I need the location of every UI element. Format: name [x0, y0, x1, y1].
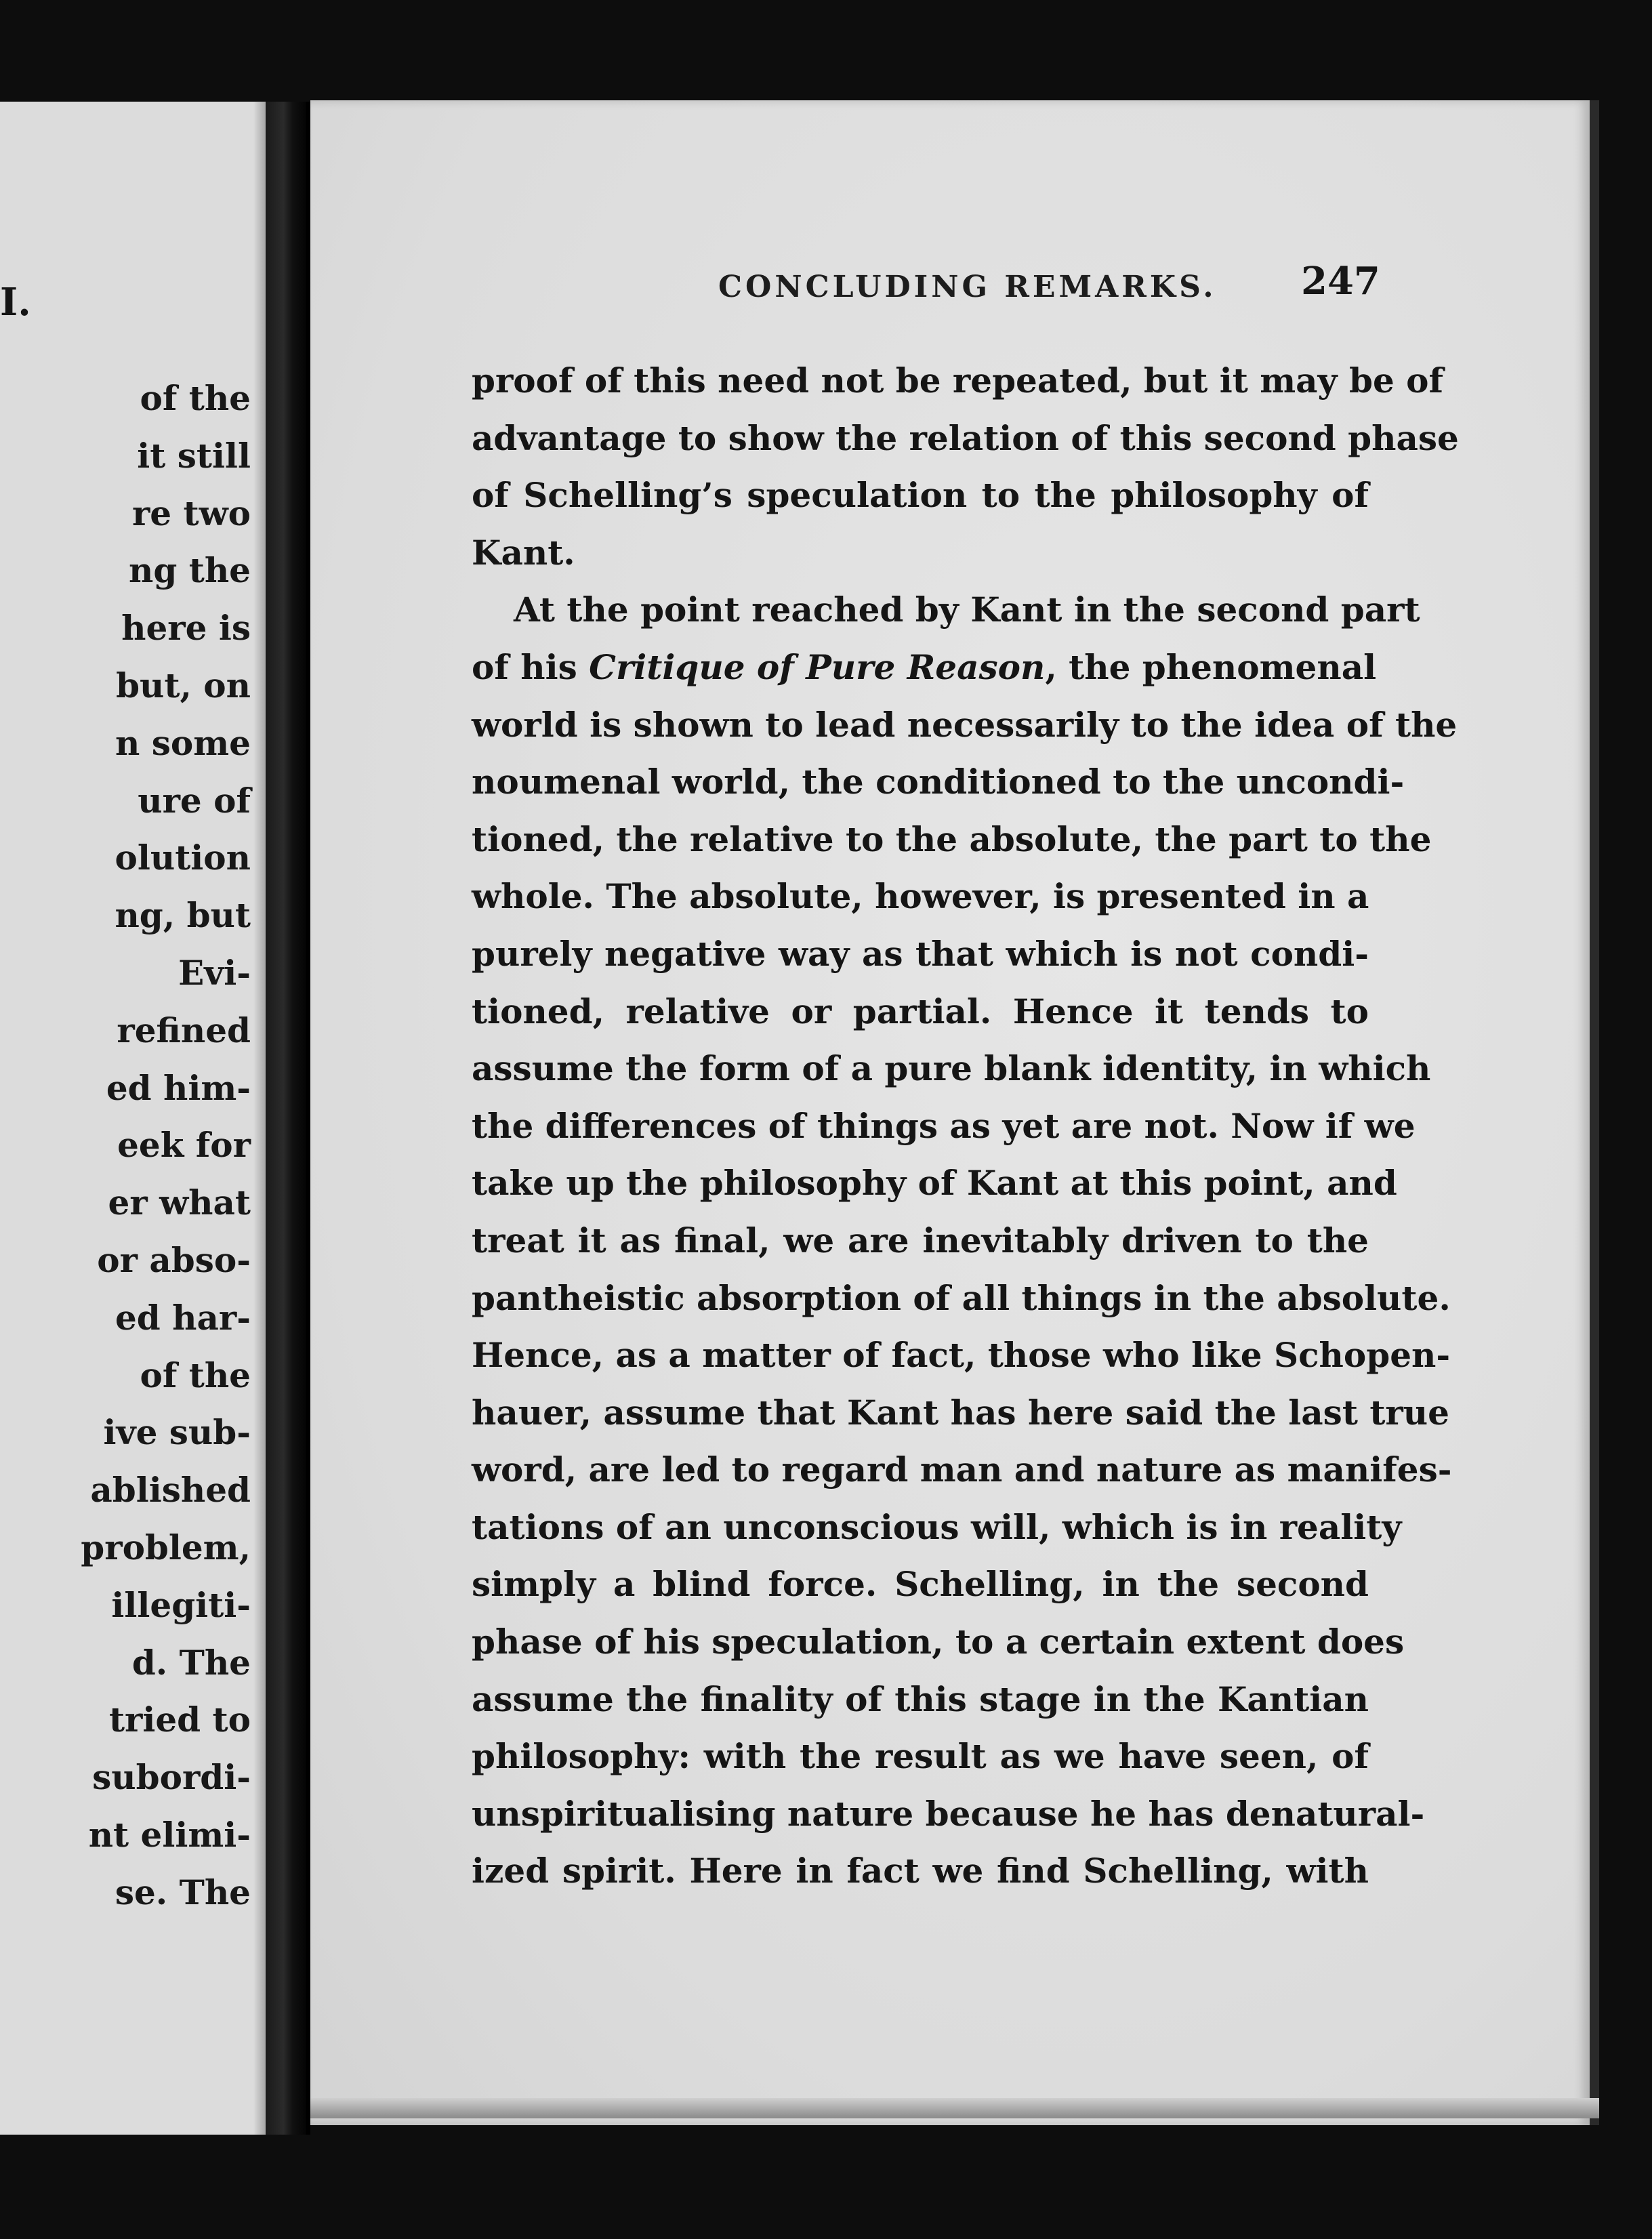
left-line: n some — [115, 722, 251, 763]
body-line: unspiritualising nature because he has denatural- — [472, 1793, 1425, 1834]
left-page-text — [81, 370, 251, 1922]
body-line: world is shown to lead necessarily to the idea of the — [472, 704, 1458, 745]
body-line: tioned, the relative to the absolute, the part to the — [472, 819, 1432, 859]
body-line: At the point reached by Kant in the second part — [514, 590, 1420, 630]
body-line: the differences of things as yet are not. Now if we — [472, 1105, 1416, 1146]
left-line: olution — [115, 838, 251, 878]
left-line: ng, but — [115, 895, 251, 936]
body-line: tioned, relative or partial. Hence it tends to — [472, 991, 1369, 1031]
body-line-tail: , the phenomenal — [1045, 646, 1377, 687]
left-line: eek for — [117, 1125, 251, 1166]
body-line: noumenal world, the conditioned to the uncondi- — [472, 762, 1405, 802]
body-line: take up the philosophy of Kant at this point, and — [472, 1163, 1397, 1204]
body-line-with-title — [472, 639, 1377, 697]
left-line: re two — [131, 493, 251, 533]
body-line: pantheistic absorption of all things in the absolute. — [472, 1277, 1451, 1318]
body-line: word, are led to regard man and nature as manifes- — [472, 1450, 1452, 1490]
body-line: Kant. — [472, 532, 575, 573]
left-line: subordi- — [92, 1757, 251, 1798]
left-line: here is — [121, 608, 251, 649]
body-line: treat it as final, we are inevitably driven to the — [472, 1220, 1369, 1260]
body-line: whole. The absolute, however, is presented in a — [472, 876, 1369, 917]
body-line: ized spirit. Here in fact we find Schelling, with — [472, 1851, 1369, 1891]
body-line: advantage to show the relation of this second phase — [472, 417, 1459, 458]
running-head: CONCLUDING REMARKS. — [718, 270, 1217, 304]
left-line: ive sub- — [103, 1412, 251, 1453]
left-line: tried to — [108, 1700, 251, 1740]
left-line: d. The — [131, 1642, 251, 1683]
body-line: simply a blind force. Schelling, in the second — [472, 1564, 1369, 1605]
left-line: Evi- — [178, 952, 251, 993]
left-line: ure of — [138, 780, 251, 821]
left-line: it still — [137, 435, 251, 476]
page-bottom-edge — [310, 2098, 1599, 2118]
body-line: phase of his speculation, to a certain extent does — [472, 1622, 1405, 1662]
left-line: ed him- — [106, 1067, 251, 1108]
left-line: problem, — [81, 1527, 251, 1567]
left-line: ng the — [129, 550, 251, 591]
left-line: or abso- — [97, 1239, 251, 1280]
left-line: ablished — [90, 1470, 251, 1511]
left-line: of the — [140, 378, 251, 418]
body-line: purely negative way as that which is not condi- — [472, 933, 1369, 974]
left-line: illegiti- — [111, 1584, 251, 1625]
body-line: proof of this need not be repeated, but it may be of — [472, 361, 1444, 400]
body-line-lead: of his — [472, 646, 590, 687]
left-line: refined — [117, 1010, 251, 1050]
left-line: se. The — [115, 1872, 251, 1912]
left-page-fragment — [0, 102, 266, 2135]
page-edge-shadow — [253, 102, 266, 2135]
body-line: of Schelling’s speculation to the philosophy of — [472, 475, 1369, 516]
body-line: Hence, as a matter of fact, those who like Schopen- — [472, 1335, 1451, 1376]
left-line: but, on — [116, 665, 251, 705]
left-line: nt elimi- — [88, 1814, 251, 1855]
body-line: tations of an unconscious will, which is in reality — [472, 1506, 1402, 1547]
page-number: 247 — [1301, 259, 1380, 304]
body-line: philosophy: with the result as we have seen, of — [472, 1736, 1369, 1777]
body-line: assume the finality of this stage in the Kantian — [472, 1679, 1369, 1719]
body-line: hauer, assume that Kant has here said the last true — [472, 1392, 1449, 1433]
left-line: of the — [140, 1355, 251, 1395]
body-line: assume the form of a pure blank identity, in which — [472, 1048, 1431, 1089]
work-title: Critique of Pure Reason — [589, 646, 1046, 687]
left-line: er what — [108, 1183, 251, 1223]
body-text — [472, 352, 1459, 1900]
book-gutter — [266, 102, 310, 2135]
left-page-header-fragment: I. — [0, 280, 31, 325]
left-line: ed har- — [115, 1297, 251, 1338]
